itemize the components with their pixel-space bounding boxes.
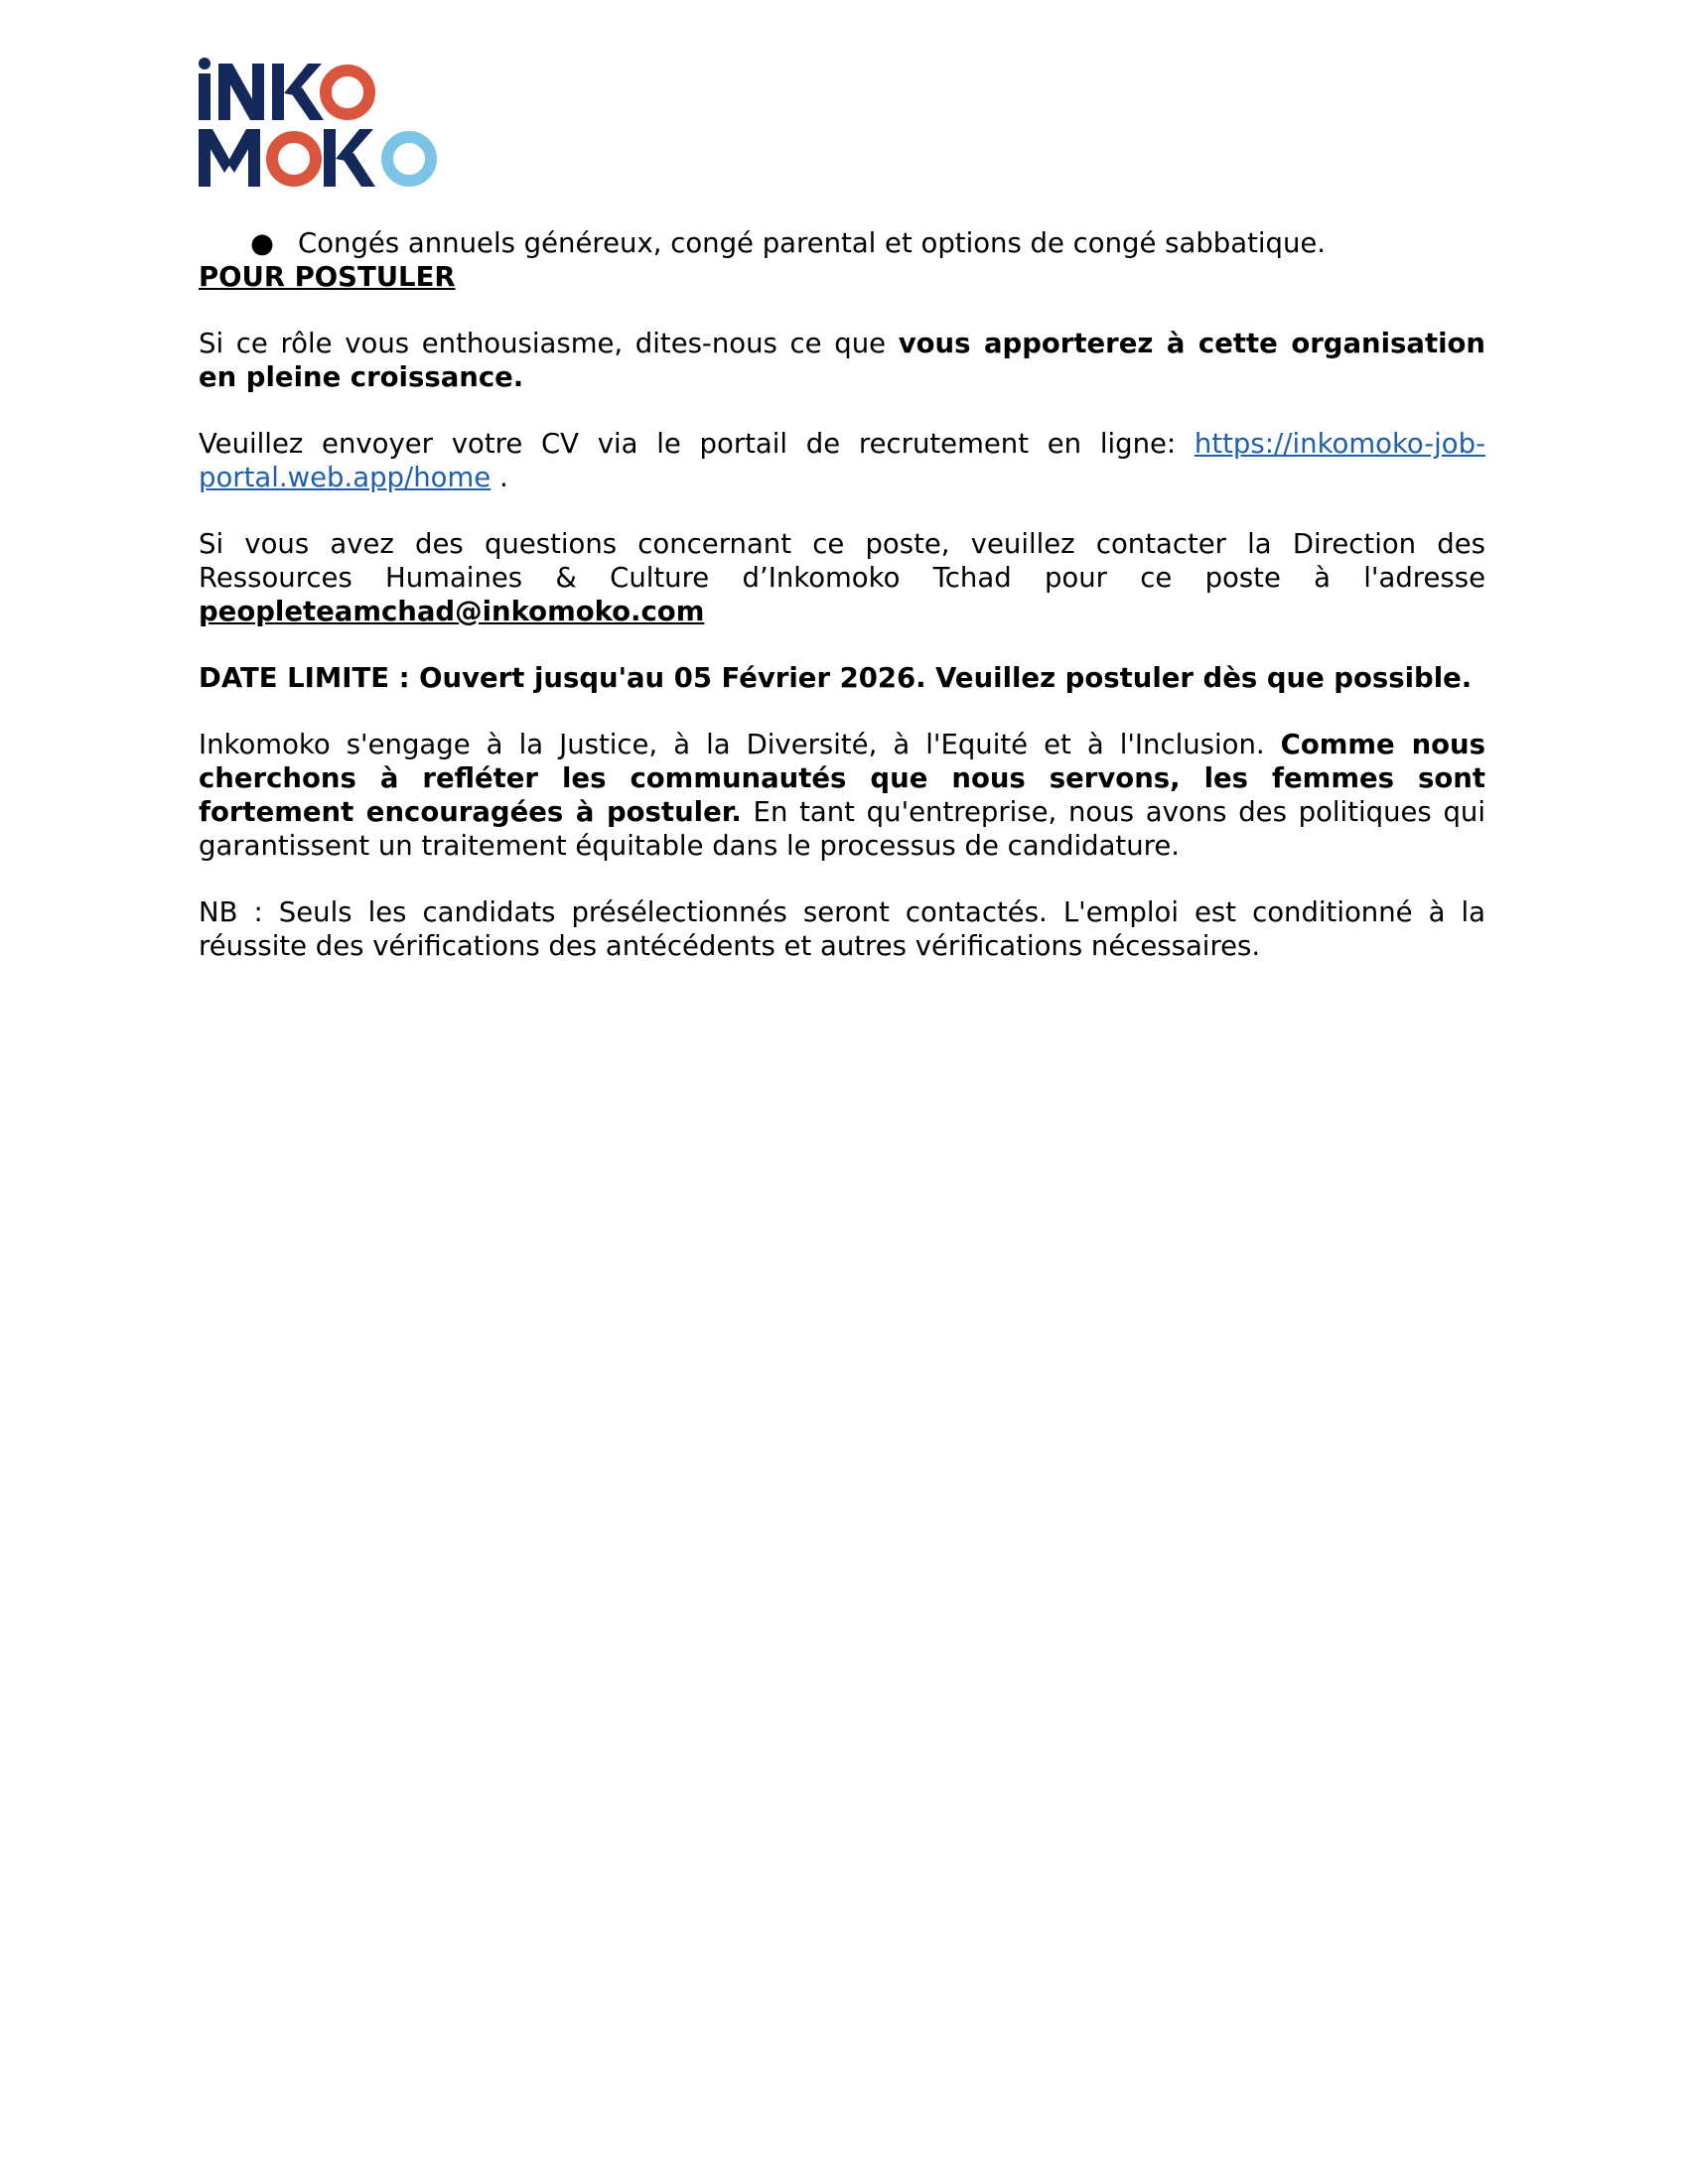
questions-paragraph bbox=[199, 527, 1485, 628]
contact-email-link[interactable]: peopleteamchad@inkomoko.com bbox=[199, 596, 705, 627]
bullet-icon: ● bbox=[250, 227, 274, 259]
document-body bbox=[199, 226, 1485, 963]
cv-paragraph bbox=[199, 427, 1485, 494]
note-paragraph: NB : Seuls les candidats présélectionnés seront contactés. L'emploi est conditionné à la réussite des vérifications des antécédents et autres vérifications nécessaires. bbox=[199, 896, 1485, 962]
diversity-paragraph bbox=[199, 728, 1485, 863]
bullet-item bbox=[199, 226, 1485, 260]
apply-heading: POUR POSTULER bbox=[199, 261, 456, 293]
diversity-bold-text: Comme nous cherchons à refléter les communautés que nous servons, les femmes sont fortement encouragées à postuler. bbox=[199, 729, 1485, 828]
inkomoko-logo bbox=[197, 56, 445, 195]
job-portal-link[interactable]: https://inkomoko-job-portal.web.app/home bbox=[199, 428, 1485, 493]
inkomoko-logo-graphic bbox=[197, 56, 445, 195]
cv-text-after: . bbox=[491, 462, 508, 493]
diversity-text-end: En tant qu'entreprise, nous avons des politiques qui garantissent un traitement équitable dans le processus de candidature. bbox=[199, 796, 1486, 862]
diversity-text: Inkomoko s'engage à la Justice, à la Diversité, à l'Equité et à l'Inclusion. bbox=[199, 729, 1281, 760]
questions-text: Si vous avez des questions concernant ce poste, veuillez contacter la Direction des Ressources Humaines & Culture d’Inkomoko Tchad pour ce poste à l'adresse bbox=[199, 528, 1485, 594]
enthusiasm-paragraph bbox=[199, 327, 1485, 394]
cv-text: Veuillez envoyer votre CV via le portail de recrutement en ligne: bbox=[199, 428, 1195, 460]
bullet-text: Congés annuels généreux, congé parental et options de congé sabbatique. bbox=[298, 227, 1327, 259]
enthusiasm-text: Si ce rôle vous enthousiasme, dites-nous ce que bbox=[199, 328, 899, 359]
deadline-text: DATE LIMITE : Ouvert jusqu'au 05 Février 2026. Veuillez postuler dès que possible. bbox=[199, 662, 1473, 694]
enthusiasm-bold-text: vous apporterez à cette organisation en pleine croissance. bbox=[199, 328, 1485, 393]
